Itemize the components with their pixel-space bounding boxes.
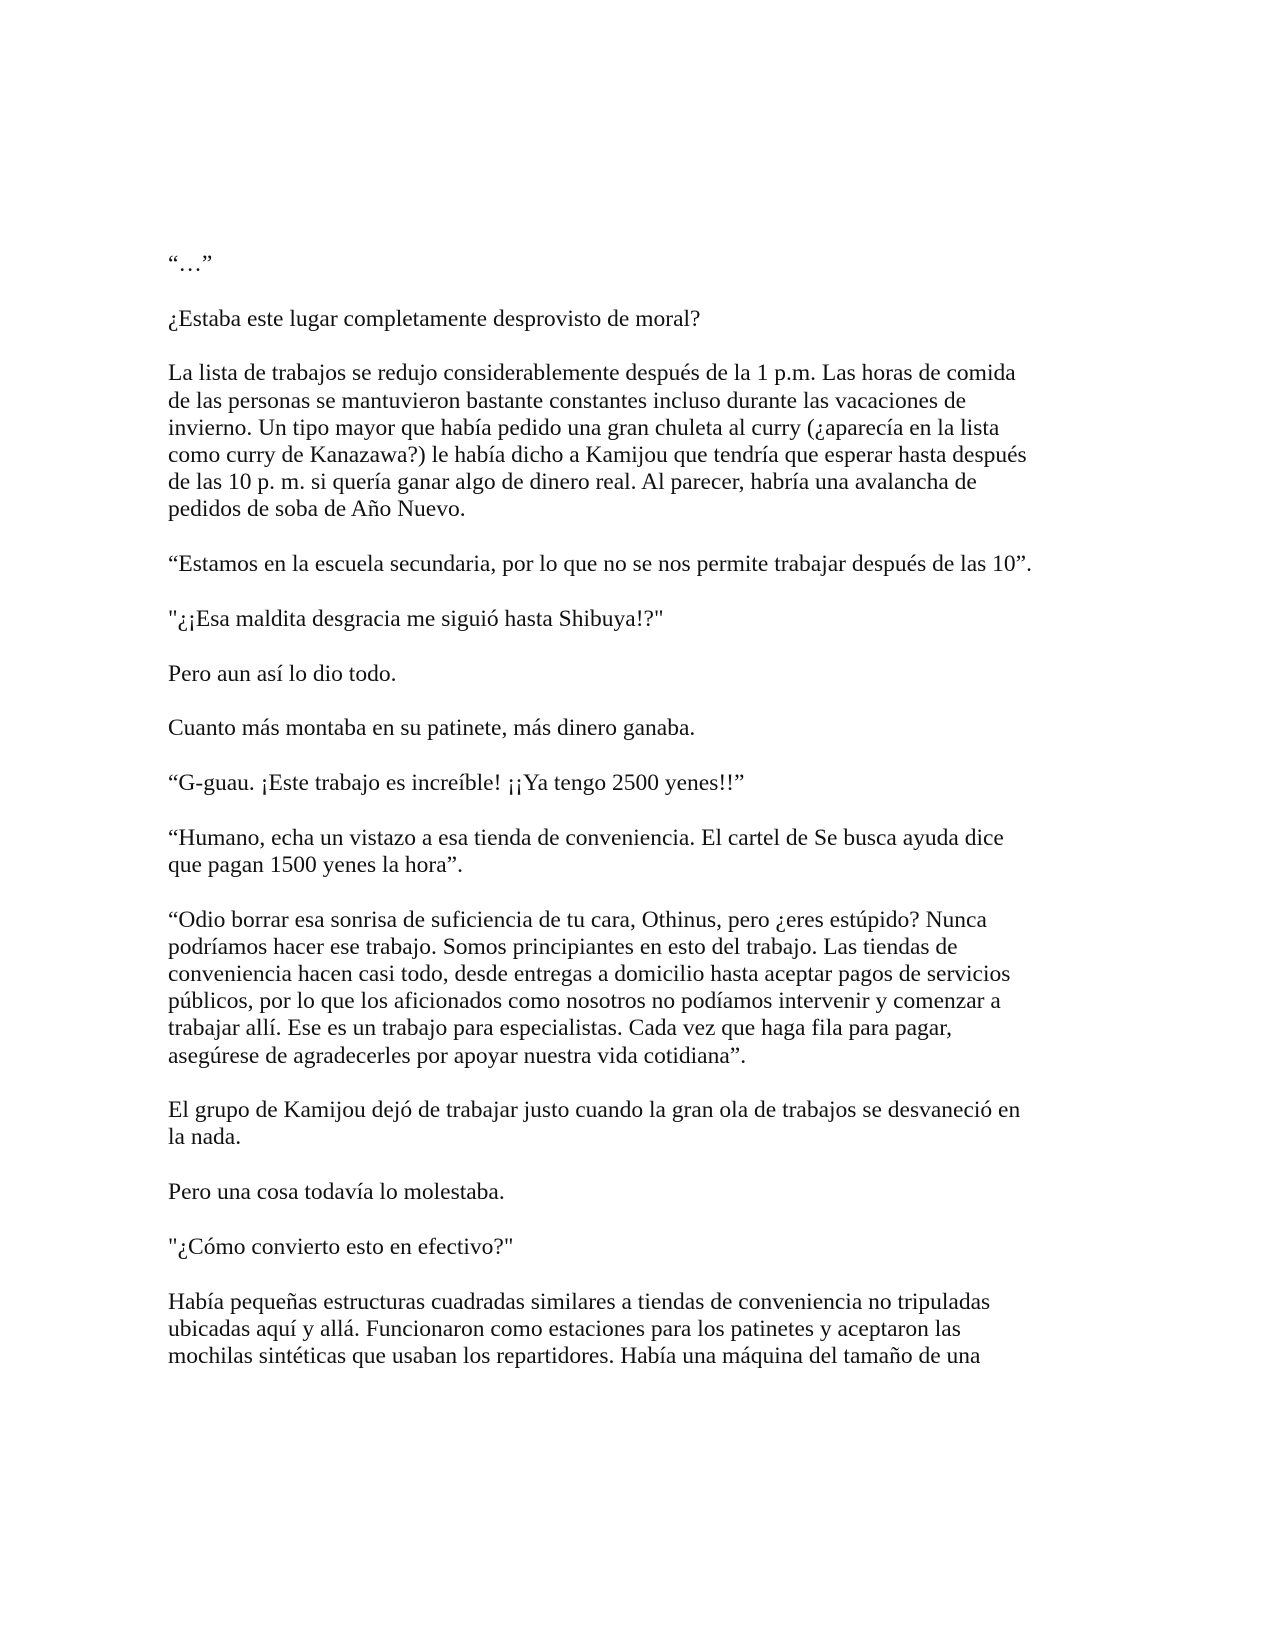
text-line: públicos, por lo que los aficionados como nosotros no podíamos intervenir y comenzar a	[168, 988, 1001, 1015]
text-line: invierno. Un tipo mayor que había pedido una gran chuleta al curry (¿aparecía en la lista	[168, 414, 1000, 441]
text-line: mochilas sintéticas que usaban los repartidores. Había una máquina del tamaño de una	[168, 1342, 981, 1369]
paragraph	[168, 251, 1168, 278]
document-page	[168, 251, 1168, 1398]
text-line: “Odio borrar esa sonrisa de suficiencia de tu cara, Othinus, pero ¿eres estúpido? Nunca	[168, 906, 987, 933]
paragraph	[168, 715, 1168, 742]
text-line: como curry de Kanazawa?) le había dicho a Kamijou que tendría que esperar hasta después	[168, 442, 1027, 469]
paragraph	[168, 907, 1168, 1070]
text-line: La lista de trabajos se redujo considerablemente después de la 1 p.m. Las horas de comida	[168, 360, 1016, 387]
text-line: que pagan 1500 yenes la hora”.	[168, 851, 463, 878]
paragraph	[168, 606, 1168, 633]
text-line: conveniencia hacen casi todo, desde entregas a domicilio hasta aceptar pagos de servicios	[168, 960, 1011, 987]
text-line: “G-guau. ¡Este trabajo es increíble! ¡¡Ya tengo 2500 yenes!!”	[168, 769, 745, 796]
text-line: Había pequeñas estructuras cuadradas similares a tiendas de conveniencia no tripuladas	[168, 1288, 991, 1315]
text-line: El grupo de Kamijou dejó de trabajar justo cuando la gran ola de trabajos se desvaneció en	[168, 1097, 1021, 1124]
text-line: “…”	[168, 251, 213, 277]
paragraph	[168, 1179, 1168, 1206]
text-line: asegúrese de agradecerles por apoyar nuestra vida cotidiana”.	[168, 1042, 747, 1069]
paragraph	[168, 1234, 1168, 1261]
paragraph	[168, 306, 1168, 333]
text-line: trabajar allí. Ese es un trabajo para especialistas. Cada vez que haga fila para pagar,	[168, 1015, 952, 1042]
paragraph	[168, 661, 1168, 688]
paragraph	[168, 360, 1168, 523]
paragraph	[168, 770, 1168, 797]
text-line: de las personas se mantuvieron bastante constantes incluso durante las vacaciones de	[168, 387, 967, 414]
text-line: de las 10 p. m. si quería ganar algo de dinero real. Al parecer, habría una avalancha de	[168, 469, 977, 496]
text-line: pedidos de soba de Año Nuevo.	[168, 496, 466, 523]
text-line: "¿¡Esa maldita desgracia me siguió hasta Shibuya!?"	[168, 605, 664, 632]
text-line: “Estamos en la escuela secundaria, por lo que no se nos permite trabajar después de las 10”.	[168, 551, 1032, 578]
paragraph	[168, 825, 1168, 879]
paragraph	[168, 1289, 1168, 1371]
text-line: "¿Cómo convierto esto en efectivo?"	[168, 1233, 514, 1260]
text-line: la nada.	[168, 1124, 242, 1151]
text-line: ubicadas aquí y allá. Funcionaron como estaciones para los patinetes y aceptaron las	[168, 1315, 961, 1342]
paragraph	[168, 1097, 1168, 1151]
text-line: “Humano, echa un vistazo a esa tienda de conveniencia. El cartel de Se busca ayuda dice	[168, 824, 1004, 851]
paragraph	[168, 551, 1168, 578]
text-line: podríamos hacer ese trabajo. Somos principiantes en esto del trabajo. Las tiendas de	[168, 933, 958, 960]
text-line: Pero una cosa todavía lo molestaba.	[168, 1179, 505, 1206]
text-line: ¿Estaba este lugar completamente desprovisto de moral?	[168, 305, 701, 332]
text-line: Pero aun así lo dio todo.	[168, 660, 397, 687]
text-line: Cuanto más montaba en su patinete, más dinero ganaba.	[168, 715, 696, 742]
